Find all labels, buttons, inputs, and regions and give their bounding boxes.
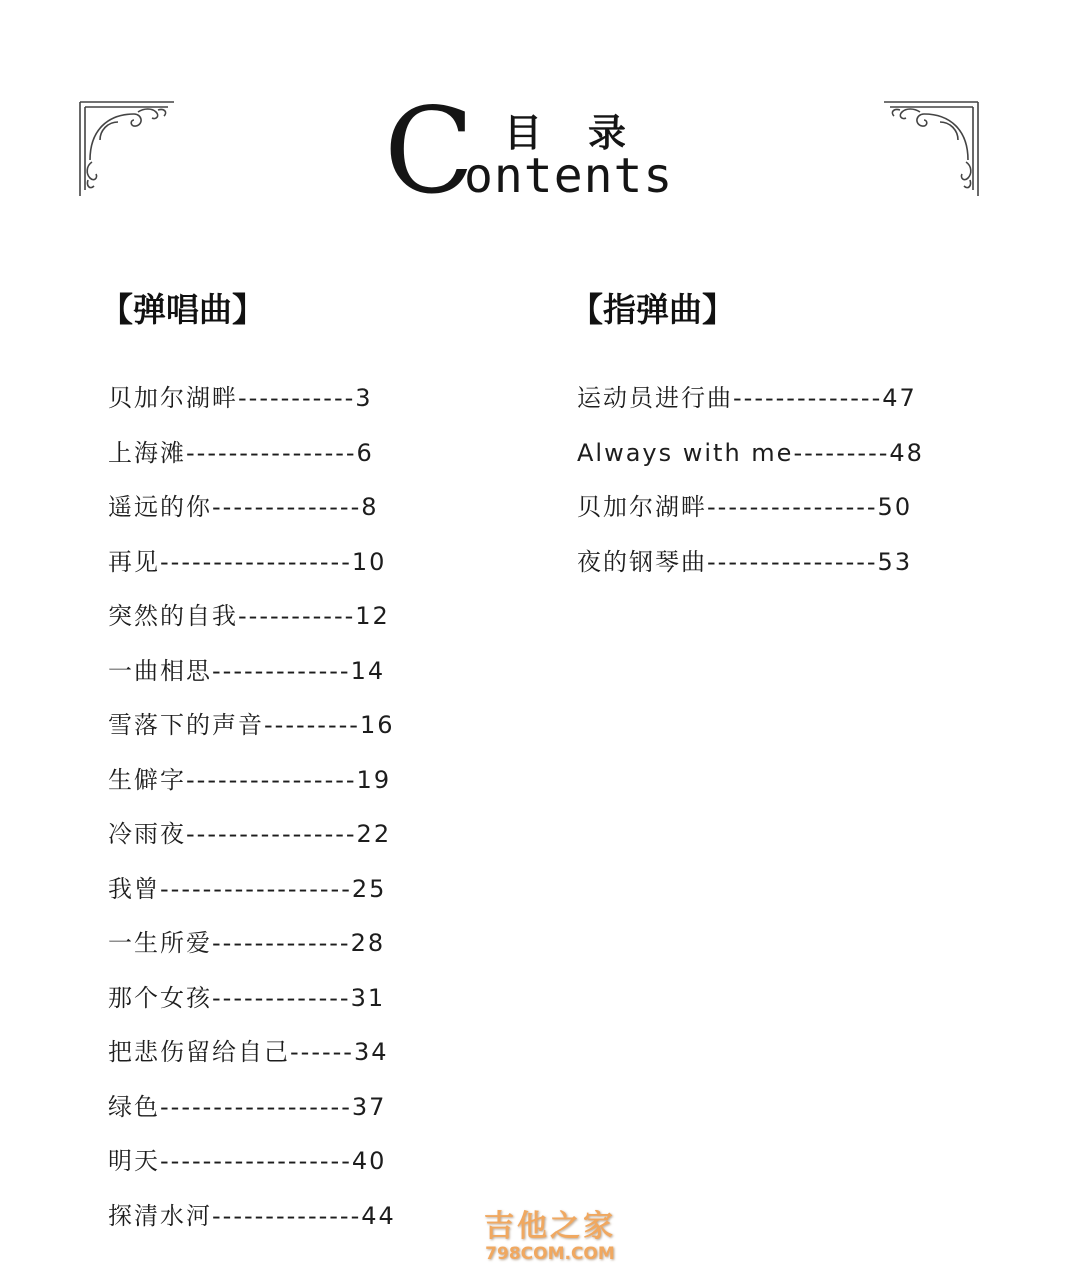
toc-item[interactable]: 贝加尔湖畔-----------3 [108, 384, 373, 412]
section-heading-right: 【指弹曲】 [570, 290, 735, 329]
toc-item[interactable]: 突然的自我-----------12 [108, 602, 390, 630]
toc-item[interactable]: 把悲伤留给自己------34 [108, 1038, 389, 1066]
page-title [380, 82, 700, 220]
title-letter: C [384, 82, 475, 220]
toc-item[interactable]: 探清水河--------------44 [108, 1201, 396, 1230]
toc-item[interactable]: 那个女孩-------------31 [108, 983, 386, 1012]
toc-item[interactable]: 贝加尔湖畔----------------50 [577, 493, 913, 521]
toc-item[interactable]: 雪落下的声音---------16 [108, 711, 395, 739]
title-english: ontents [464, 148, 674, 204]
toc-item[interactable]: 绿色------------------37 [108, 1092, 387, 1121]
toc-item[interactable]: 遥远的你--------------8 [108, 493, 379, 521]
corner-ornament-left-icon [78, 100, 178, 200]
toc-item[interactable]: 生僻字----------------19 [108, 765, 392, 794]
toc-item[interactable]: Always with me---------48 [577, 438, 924, 467]
toc-item[interactable]: 明天------------------40 [108, 1147, 387, 1175]
toc-item[interactable]: 再见------------------10 [108, 547, 387, 576]
toc-item[interactable]: 一生所爱-------------28 [108, 929, 386, 957]
toc-item[interactable]: 夜的钢琴曲----------------53 [577, 547, 913, 576]
corner-ornament-right-icon [880, 100, 980, 200]
title-chinese: 目录 [504, 111, 673, 155]
toc-item[interactable]: 冷雨夜----------------22 [108, 820, 392, 848]
watermark-sub: 798COM.COM [485, 1244, 615, 1264]
toc-item[interactable]: 一曲相思-------------14 [108, 656, 386, 685]
watermark [470, 1210, 630, 1264]
toc-list-right [577, 376, 924, 594]
toc-item[interactable]: 我曾------------------25 [108, 874, 387, 903]
watermark-main: 吉他之家 [484, 1209, 616, 1244]
toc-list-left [108, 376, 396, 1248]
toc-item[interactable]: 运动员进行曲--------------47 [577, 384, 917, 412]
toc-item[interactable]: 上海滩----------------6 [108, 438, 374, 467]
section-heading-left: 【弹唱曲】 [100, 290, 265, 329]
